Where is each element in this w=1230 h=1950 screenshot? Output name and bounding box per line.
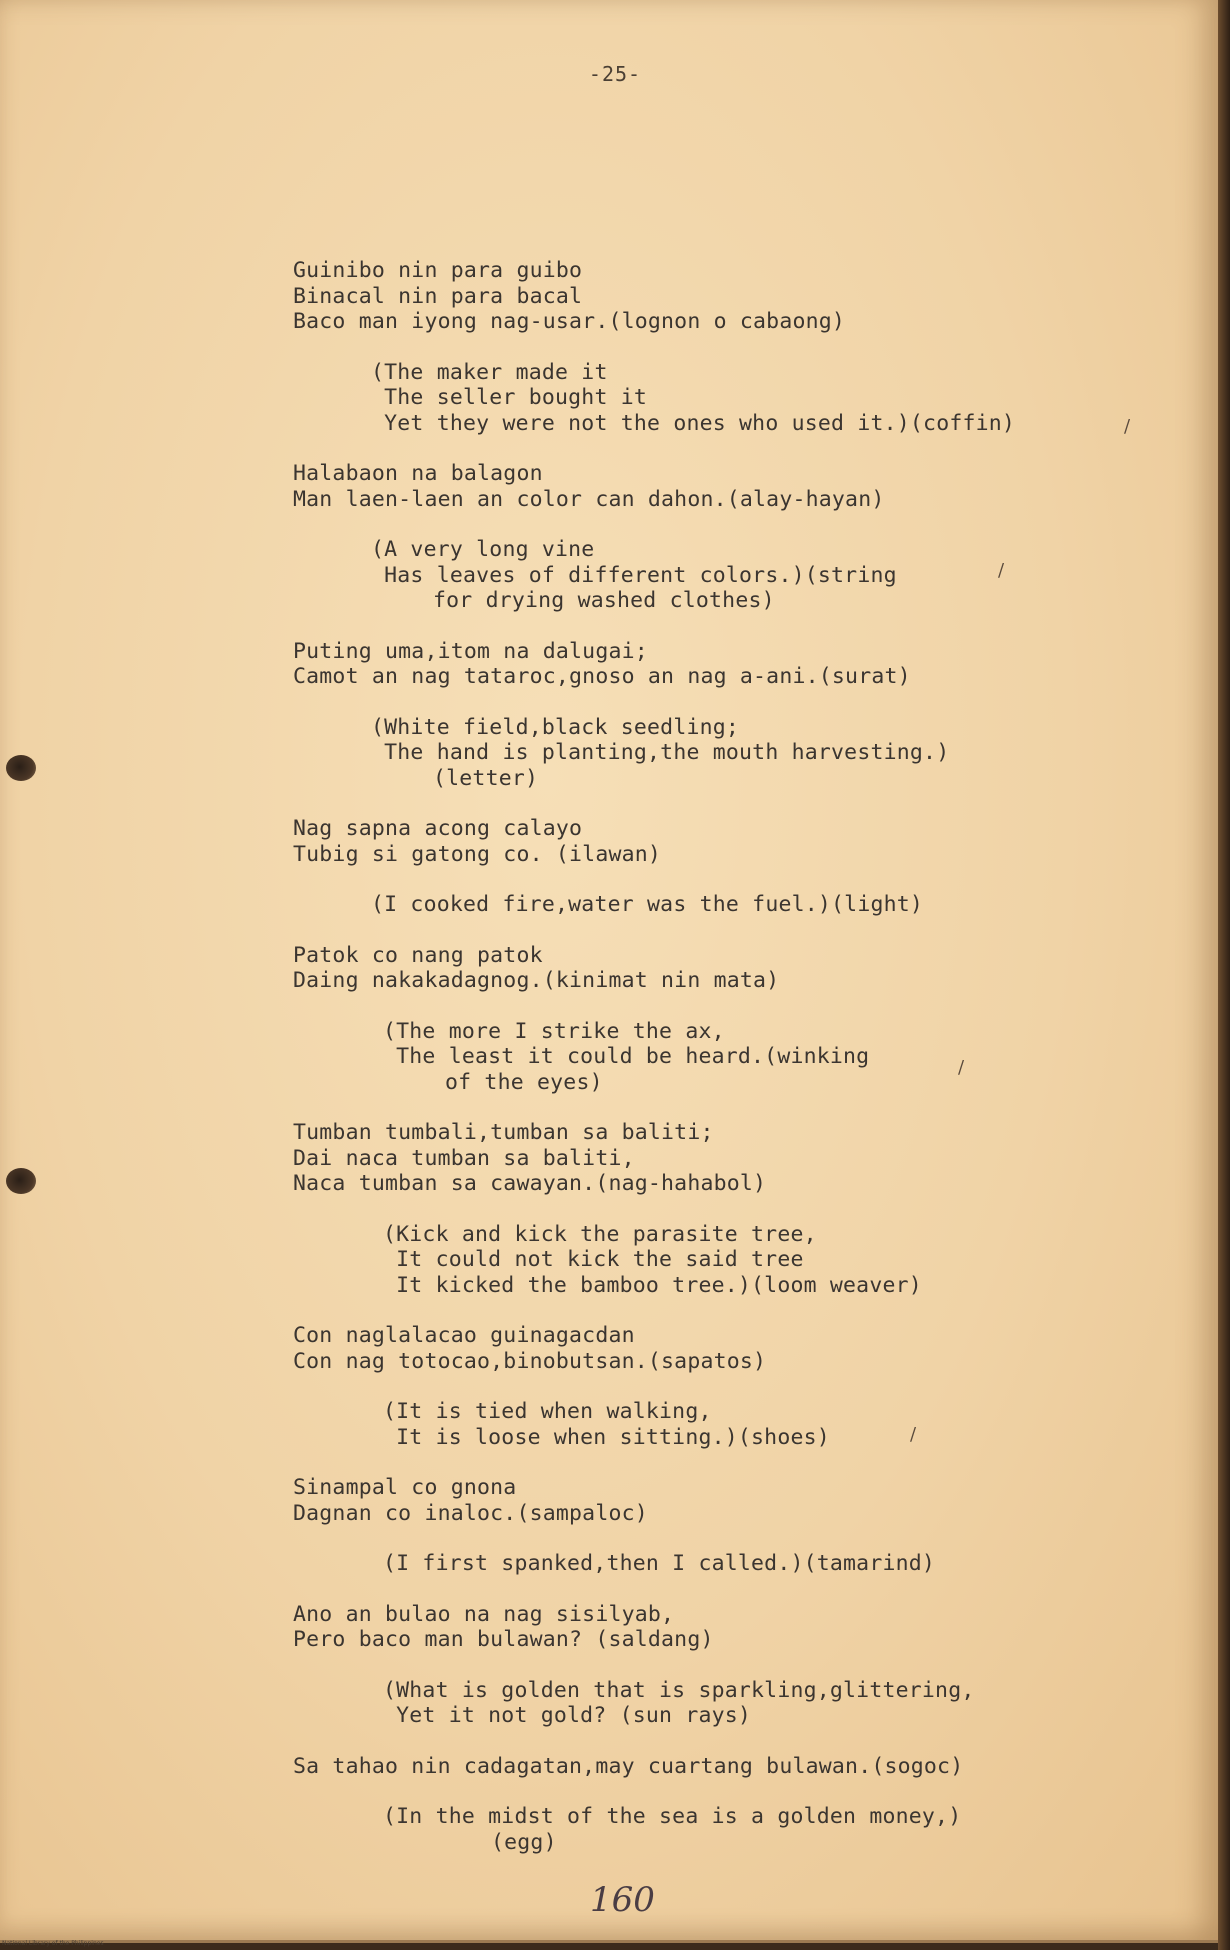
translation-line: (egg) — [491, 1829, 557, 1855]
riddle-text — [293, 639, 1133, 690]
riddle-line: Daing nakakadagnog.(kinimat nin mata) — [293, 968, 780, 993]
riddle-line: Pero baco man bulawan? (saldang) — [293, 1627, 714, 1652]
riddle-line: Tumban tumbali,tumban sa baliti; — [293, 1120, 714, 1145]
riddle-list — [293, 258, 1133, 1880]
riddle-line: Man laen-laen an color can dahon.(alay-hayan) — [293, 486, 885, 512]
riddle-line: Con naglalacao guinagacdan — [293, 1323, 635, 1348]
translation-line: of the eyes) — [445, 1069, 603, 1095]
translation-line: (It is tied when walking, — [383, 1399, 712, 1424]
pencil-tick-mark: / — [958, 1057, 965, 1078]
riddle-text — [293, 816, 1133, 867]
riddle-line: Tubig si gatong co. (ilawan) — [293, 841, 662, 867]
translation-line: (I cooked fire,water was the fuel.)(light) — [371, 892, 924, 917]
riddle-text — [293, 461, 1133, 512]
riddle-line: Dai naca tumban sa baliti, — [293, 1145, 635, 1171]
riddle-text — [293, 1475, 1133, 1526]
translation-line: The hand is planting,the mouth harvesting.) — [371, 740, 950, 765]
riddle-line: Ano an bulao na nag sisilyab, — [293, 1601, 675, 1627]
translation-line: The seller bought it — [371, 385, 648, 410]
riddle-line: Binacal nin para bacal — [293, 283, 583, 309]
riddle-line: Nag sapna acong calayo — [293, 816, 583, 841]
riddle-translation — [371, 360, 1133, 437]
riddle-translation — [371, 1551, 1133, 1577]
translation-line: (The more I strike the ax, — [383, 1018, 725, 1044]
page-number: -25- — [588, 62, 642, 86]
translation-line: It could not kick the said tree — [383, 1247, 804, 1272]
riddle-translation — [371, 1804, 1133, 1855]
translation-line: (What is golden that is sparkling,glittering, — [383, 1677, 975, 1703]
riddle-translation — [371, 1678, 1133, 1729]
translation-line: (letter) — [433, 765, 539, 791]
translation-line: (A very long vine — [371, 537, 595, 562]
translation-line: (White field,black seedling; — [371, 714, 740, 740]
translation-line: Yet they were not the ones who used it.)(coffin) — [371, 410, 1016, 436]
translation-line: (I first spanked,then I called.)(tamarind) — [383, 1551, 936, 1576]
binder-hole-top — [6, 755, 36, 781]
riddle-line: Puting uma,itom na dalugai; — [293, 638, 648, 664]
translation-line: (The maker made it — [371, 359, 608, 385]
handwritten-number: 160 — [590, 1880, 655, 1920]
riddle-line: Sa tahao nin cadagatan,may cuartang bulawan.(sogoc) — [293, 1753, 964, 1779]
riddle-line: Sinampal co gnona — [293, 1475, 517, 1500]
riddle-line: Guinibo nin para guibo — [293, 258, 583, 283]
archive-footer: National Library of the Philippines — [2, 1940, 104, 1947]
translation-line: It is loose when sitting.)(shoes) — [383, 1424, 830, 1450]
translation-line: for drying washed clothes) — [433, 588, 775, 613]
riddle-translation — [371, 1222, 1133, 1299]
riddle-line: Naca tumban sa cawayan.(nag-hahabol) — [293, 1171, 767, 1196]
riddle-translation — [371, 537, 1133, 614]
riddle-text — [293, 1754, 1133, 1780]
pencil-tick-mark: / — [910, 1424, 917, 1445]
translation-line: Has leaves of different colors.)(string — [371, 562, 897, 588]
riddle-text — [293, 1120, 1133, 1197]
binder-hole-bottom — [6, 1168, 36, 1194]
riddle-translation — [371, 1019, 1133, 1096]
translation-line: The least it could be heard.(winking — [383, 1044, 870, 1069]
riddle-text — [293, 1602, 1133, 1653]
riddle-text — [293, 943, 1133, 994]
translation-line: (Kick and kick the parasite tree, — [383, 1221, 817, 1247]
pencil-tick-mark: / — [1124, 416, 1131, 437]
pencil-tick-mark: / — [998, 560, 1005, 581]
riddle-text — [293, 1323, 1133, 1374]
riddle-line: Con nag totocao,binobutsan.(sapatos) — [293, 1348, 767, 1374]
riddle-text — [293, 258, 1133, 335]
translation-line: It kicked the bamboo tree.)(loom weaver) — [383, 1272, 922, 1298]
translation-line: (In the midst of the sea is a golden money,) — [383, 1804, 962, 1829]
riddle-line: Camot an nag tataroc,gnoso an nag a-ani.(surat) — [293, 664, 911, 689]
riddle-line: Halabaon na balagon — [293, 461, 543, 486]
riddle-line: Dagnan co inaloc.(sampaloc) — [293, 1500, 648, 1526]
riddle-translation — [371, 1399, 1133, 1450]
translation-line: Yet it not gold? (sun rays) — [383, 1703, 752, 1728]
riddle-translation — [371, 892, 1133, 918]
riddle-translation — [371, 715, 1133, 792]
riddle-line: Baco man iyong nag-usar.(lognon o cabaong) — [293, 309, 846, 334]
riddle-line: Patok co nang patok — [293, 942, 543, 968]
page-edge — [1218, 0, 1230, 1950]
